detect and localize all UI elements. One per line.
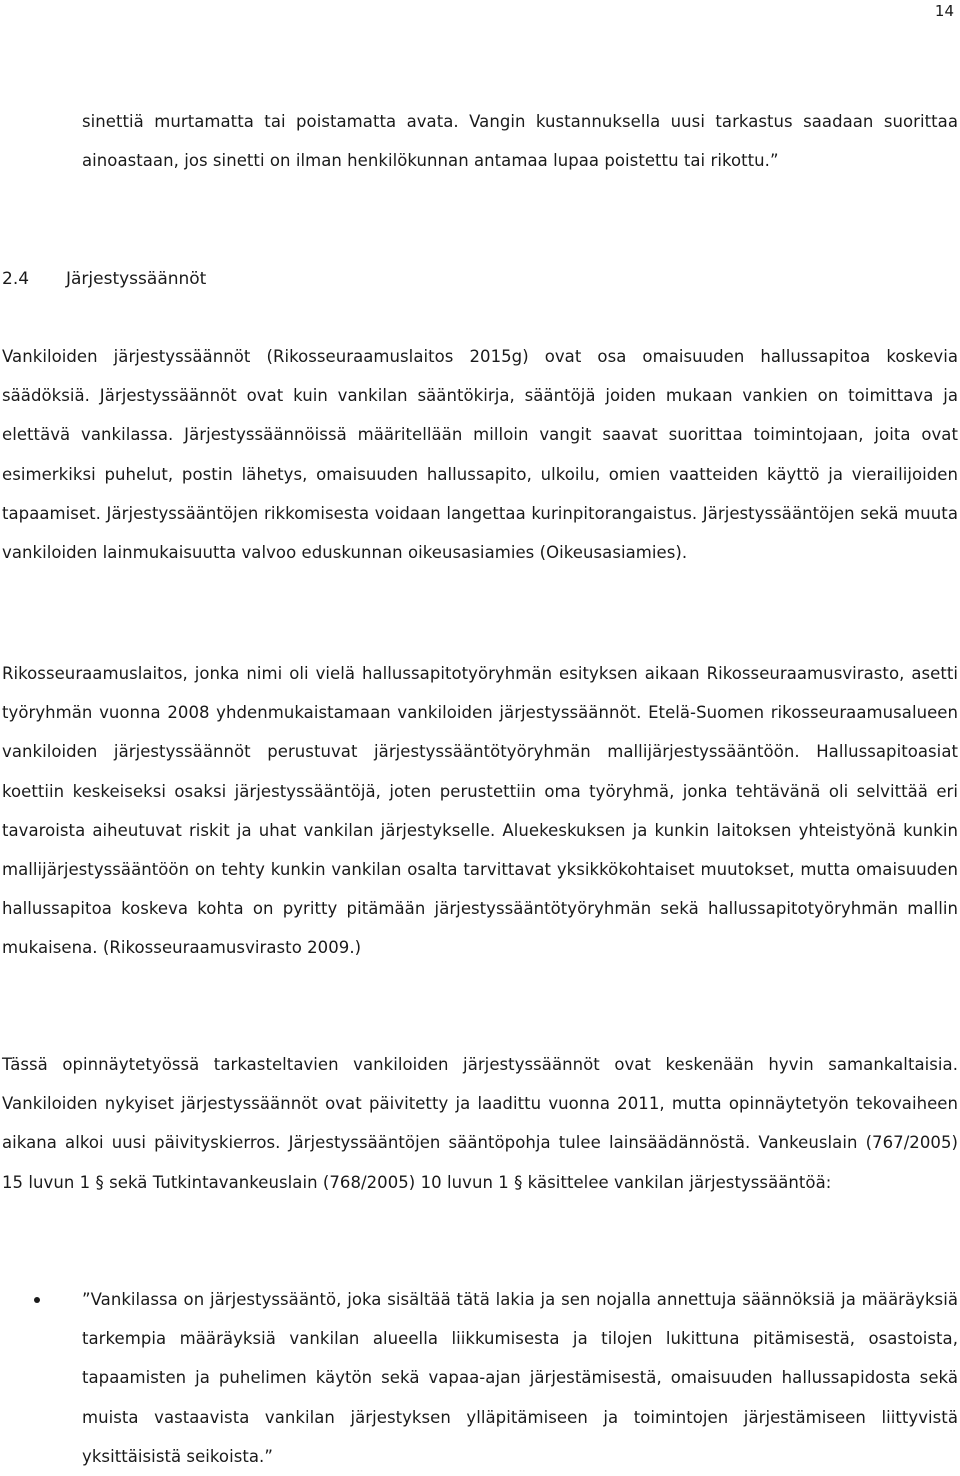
quote-paragraph: ”Vankilassa on järjestyssääntö, joka sisältää tätä lakia ja sen nojalla annettuja säännöksiä ja määräyksiä tarkempia määräyksiä vankilan alueella liikkumisesta ja tilojen lukittuna pitämisestä, osastoista, tapaamisten ja puhelimen käytön sekä vapaa-ajan järjestämisestä, omaisuuden hallussapidosta sekä muista vastaavista vankilan järjestyksen ylläpitämiseen ja toimintojen järjestämiseen liittyvistä yksittäisistä seikoista.”	[82, 1290, 958, 1466]
list-item	[0, 1280, 958, 1476]
quote-list	[0, 1280, 958, 1476]
paragraph-3-block	[2, 1045, 958, 1202]
paragraph-1-block	[2, 337, 958, 572]
bullet-icon	[34, 1297, 40, 1303]
section-heading	[2, 260, 206, 299]
section-title: Järjestyssäännöt	[66, 269, 207, 289]
paragraph-2-block	[2, 654, 958, 968]
paragraph-3: Tässä opinnäytetyössä tarkasteltavien vankiloiden järjestyssäännöt ovat keskenään hyvin samankaltaisia. Vankiloiden nykyiset järjestyssäännöt ovat päivitetty ja laadittu vuonna 2011, mutta opinnäytetyön tekovaiheen aikana alkoi uusi päivityskierros. Järjestyssääntöjen sääntöpohja tulee lainsäädännöstä. Vankeuslain (767/2005) 15 luvun 1 § sekä Tutkintavankeuslain (768/2005) 10 luvun 1 § käsittelee vankilan järjestyssääntöä:	[2, 1055, 958, 1192]
paragraph-1: Vankiloiden järjestyssäännöt (Rikosseuraamuslaitos 2015g) ovat osa omaisuuden hallussapitoa koskevia säädöksiä. Järjestyssäännöt ovat kuin vankilan sääntökirja, sääntöjä joiden mukaan vankien on toimittava ja elettävä vankilassa. Järjestyssäännöissä määritellään milloin vangit saavat suorittaa toimintojaan, joita ovat esimerkiksi puhelut, postin lähetys, omaisuuden hallussapito, ulkoilu, omien vaatteiden käyttö ja vierailijoiden tapaamiset. Järjestyssääntöjen rikkomisesta voidaan langettaa kurinpitorangaistus. Järjestyssääntöjen sekä muuta vankiloiden lainmukaisuutta valvoo eduskunnan oikeusasiamies (Oikeusasiamies).	[2, 347, 958, 563]
intro-paragraph: sinettiä murtamatta tai poistamatta avata. Vangin kustannuksella uusi tarkastus saadaan suorittaa ainoastaan, jos sinetti on ilman henkilökunnan antamaa lupaa poistettu tai rikottu.”	[82, 112, 958, 171]
section-number: 2.4	[2, 269, 30, 289]
page-number: 14	[934, 2, 954, 20]
intro-paragraph-block	[82, 102, 958, 180]
paragraph-2: Rikosseuraamuslaitos, jonka nimi oli vielä hallussapitotyöryhmän esityksen aikaan Rikosseuraamusvirasto, asetti työryhmän vuonna 2008 yhdenmukaistamaan vankiloiden järjestyssäännöt. Etelä-Suomen rikosseuraamusalueen vankiloiden järjestyssäännöt perustuvat järjestyssääntötyöryhmän mallijärjestyssääntöön. Hallussapitoasiat koettiin keskeiseksi osaksi järjestyssääntöjä, joten perustettiin oma työryhmä, jonka tehtävänä oli selvittää eri tavaroista aiheutuvat riskit ja uhat vankilan järjestykselle. Aluekeskuksen ja kunkin laitoksen yhteistyönä kunkin mallijärjestyssääntöön on tehty kunkin vankilan osalta tarvittavat yksikkökohtaiset muutokset, mutta omaisuuden hallussapitoa koskeva kohta on pyritty pitämään järjestyssääntötyöryhmän sekä hallussapitotyöryhmän mallin mukaisena. (Rikosseuraamusvirasto 2009.)	[2, 664, 958, 958]
